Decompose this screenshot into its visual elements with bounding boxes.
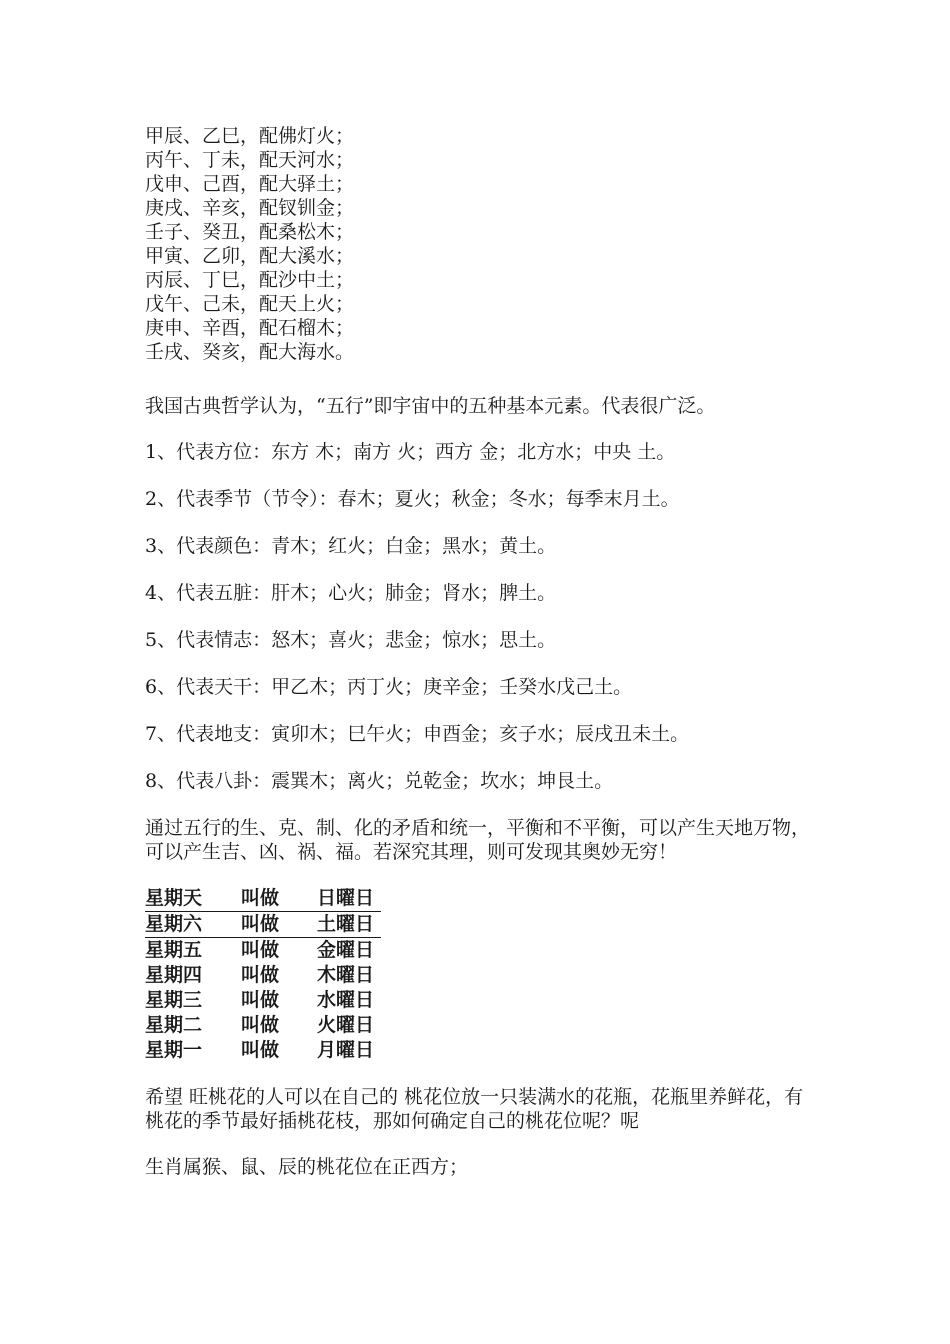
weekday-cell: 星期三 bbox=[145, 989, 203, 1011]
verb-cell: 叫做 bbox=[241, 989, 280, 1011]
verb-cell: 叫做 bbox=[241, 939, 280, 961]
weekday-cell: 星期四 bbox=[145, 964, 203, 986]
table-row bbox=[145, 1038, 381, 1063]
list-item: 7、代表地支：寅卯木；巳午火；申酉金；亥子水；辰戌丑未土。 bbox=[145, 723, 690, 745]
list-item: 8、代表八卦：震巽木；离火；兑乾金；坎水；坤艮土。 bbox=[145, 770, 614, 792]
table-row bbox=[145, 912, 381, 938]
weekday-table bbox=[145, 886, 381, 1063]
youbi-cell: 土曜日 bbox=[317, 912, 381, 938]
ganzhi-line: 甲辰、乙巳，配佛灯火； bbox=[145, 125, 355, 147]
zodiac-peach-position-line: 生肖属猴、鼠、辰的桃花位在正西方； bbox=[145, 1156, 469, 1178]
list-item: 6、代表天干：甲乙木；丙丁火；庚辛金；壬癸水戊己土。 bbox=[145, 676, 633, 698]
verb-cell: 叫做 bbox=[241, 964, 280, 986]
youbi-cell: 金曜日 bbox=[317, 939, 375, 961]
table-row bbox=[145, 963, 381, 988]
wuxing-intro-paragraph: 我国古典哲学认为，“五行”即宇宙中的五种基本元素。代表很广泛。 bbox=[145, 395, 716, 417]
ganzhi-nayin-list bbox=[145, 124, 815, 364]
youbi-cell: 月曜日 bbox=[317, 1039, 375, 1061]
ganzhi-line: 戊午、己未，配天上火； bbox=[145, 293, 355, 315]
verb-cell: 叫做 bbox=[241, 1039, 280, 1061]
list-item: 5、代表情志：怒木；喜火；悲金；惊水；思土。 bbox=[145, 629, 557, 651]
youbi-cell: 日曜日 bbox=[317, 886, 381, 912]
ganzhi-line: 戊申、己酉，配大驿土； bbox=[145, 173, 355, 195]
youbi-cell: 火曜日 bbox=[317, 1014, 375, 1036]
list-item: 2、代表季节（节令）：春木；夏火；秋金；冬水；每季末月土。 bbox=[145, 488, 680, 510]
weekday-cell: 星期五 bbox=[145, 939, 203, 961]
peach-blossom-paragraph: 希望 旺桃花的人可以在自己的 桃花位放一只装满水的花瓶，花瓶里养鲜花，有桃花的季节最好插桃花枝，那如何确定自己的桃花位呢？呢 bbox=[145, 1086, 804, 1132]
ganzhi-line: 丙辰、丁巳，配沙中土； bbox=[145, 269, 355, 291]
youbi-cell: 木曜日 bbox=[317, 964, 375, 986]
verb-cell: 叫做 bbox=[241, 1014, 280, 1036]
verb-cell: 叫做 bbox=[241, 886, 317, 912]
verb-cell: 叫做 bbox=[241, 912, 317, 938]
list-item: 4、代表五脏：肝木；心火；肺金；肾水；脾土。 bbox=[145, 582, 557, 604]
ganzhi-line: 壬子、癸丑，配桑松木； bbox=[145, 221, 355, 243]
weekday-cell: 星期一 bbox=[145, 1039, 203, 1061]
wuxing-summary-paragraph: 通过五行的生、克、制、化的矛盾和统一，平衡和不平衡，可以产生天地万物，可以产生吉、凶、祸、福。若深究其理，则可发现其奥妙无穷！ bbox=[145, 817, 811, 863]
weekday-cell: 星期天 bbox=[145, 886, 241, 912]
ganzhi-line: 甲寅、乙卯，配大溪水； bbox=[145, 245, 355, 267]
ganzhi-line: 庚戌、辛亥，配钗钏金； bbox=[145, 197, 355, 219]
ganzhi-line: 丙午、丁未，配天河水； bbox=[145, 149, 355, 171]
table-row bbox=[145, 938, 381, 964]
weekday-cell: 星期六 bbox=[145, 912, 241, 938]
ganzhi-line: 壬戌、癸亥，配大海水。 bbox=[145, 341, 355, 363]
ganzhi-line: 庚申、辛酉，配石榴木； bbox=[145, 317, 355, 339]
list-item: 1、代表方位：东方 木；南方 火；西方 金；北方水；中央 土。 bbox=[145, 441, 676, 463]
youbi-cell: 水曜日 bbox=[317, 989, 375, 1011]
weekday-cell: 星期二 bbox=[145, 1014, 203, 1036]
wuxing-representation-list bbox=[145, 440, 815, 793]
table-row bbox=[145, 886, 381, 912]
list-item: 3、代表颜色：青木；红火；白金；黑水；黄土。 bbox=[145, 535, 557, 557]
document-page bbox=[145, 124, 815, 1179]
table-row bbox=[145, 988, 381, 1013]
table-row bbox=[145, 1013, 381, 1038]
